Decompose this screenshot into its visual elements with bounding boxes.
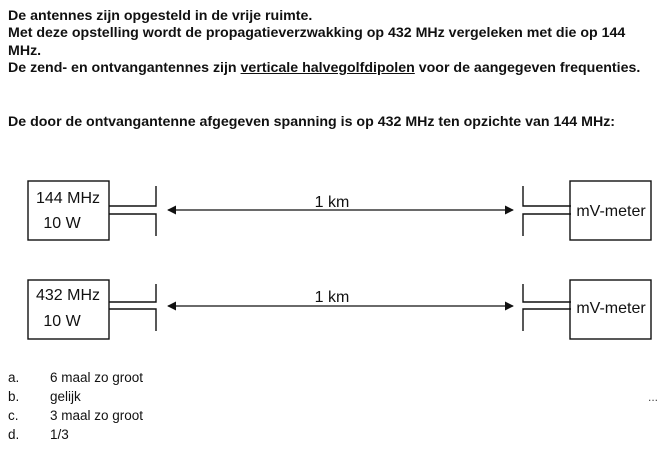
intro-line-2: Met deze opstelling wordt de propagatieverzwakking op 432 MHz vergeleken met die op 144 MHz.: [8, 25, 626, 59]
answer-option-a[interactable]: [8, 368, 143, 387]
answer-letter: c.: [8, 408, 19, 423]
answer-option-c[interactable]: [8, 406, 143, 425]
intro-line-3: [8, 60, 648, 77]
underlined-term: verticale halvegolfdipolen: [240, 60, 415, 77]
receive-dipole: [523, 284, 571, 331]
answer-text: 3 maal zo groot: [50, 408, 144, 423]
diagram-432: [28, 280, 651, 339]
answer-letter: d.: [8, 427, 20, 442]
intro-line-3-end: voor de aangegeven frequenties.: [414, 60, 641, 77]
mv-meter-label: mV-meter: [576, 300, 646, 317]
answer-list: [8, 368, 143, 444]
diagram-144: [28, 181, 651, 240]
distance-label: 1 km: [314, 289, 350, 306]
mv-meter-box: [570, 280, 651, 339]
answer-text: 1/3: [50, 427, 69, 442]
intro-text: [8, 8, 648, 78]
answer-letter: b.: [8, 389, 20, 404]
intro-line-1: De antennes zijn opgesteld in de vrije ruimte.: [8, 8, 313, 24]
transmitter-power: 10 W: [43, 215, 81, 232]
mv-meter-box: [570, 181, 651, 240]
intro-line-3-start: De zend- en ontvangantennes zijn: [8, 60, 241, 77]
answer-option-b[interactable]: [8, 387, 143, 406]
answer-option-d[interactable]: [8, 425, 143, 444]
transmit-dipole: [109, 186, 156, 236]
answer-text: gelijk: [50, 389, 81, 404]
transmitter-box: [28, 280, 109, 339]
transmitter-frequency: 432 MHz: [35, 287, 101, 304]
transmit-dipole: [109, 284, 156, 331]
transmitter-power: 10 W: [43, 313, 81, 330]
answer-letter: a.: [8, 370, 20, 385]
mv-meter-label: mV-meter: [576, 203, 646, 220]
question-text: De door de ontvangantenne afgegeven spanning is op 432 MHz ten opzichte van 144 MHz:: [8, 114, 616, 130]
answer-text: 6 maal zo groot: [50, 370, 144, 385]
continuation-ellipsis: ...: [648, 390, 659, 404]
distance-label: 1 km: [314, 194, 350, 211]
receive-dipole: [523, 186, 571, 236]
transmitter-frequency: 144 MHz: [35, 190, 101, 207]
transmitter-box: [28, 181, 109, 240]
